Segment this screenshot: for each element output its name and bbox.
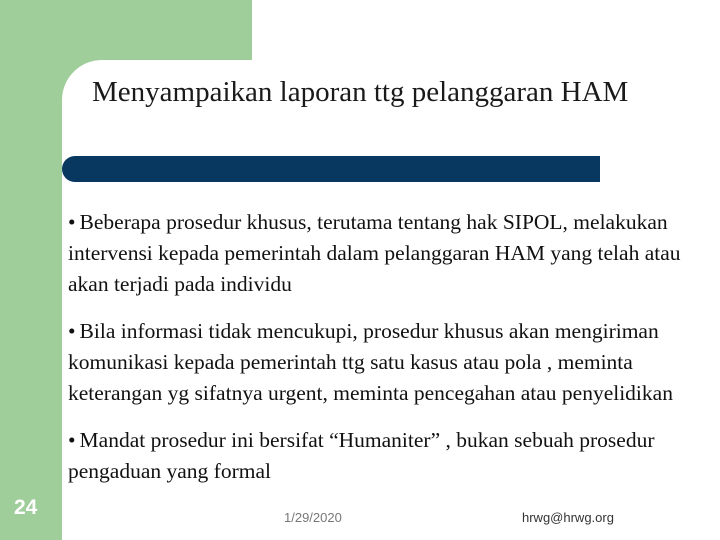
bullet-text: Mandat prosedur ini bersifat “Humaniter” , bukan sebuah prosedur pengaduan yang formal	[68, 428, 655, 483]
title-underline-bar	[62, 156, 600, 182]
bullet-text: Beberapa prosedur khusus, terutama tentang hak SIPOL, melakukan intervensi kepada pemerintah dalam pelanggaran HAM yang telah atau akan terjadi pada individu	[68, 210, 681, 296]
bullet-text: Bila informasi tidak mencukupi, prosedur khusus akan mengiriman komunikasi kepada pemerintah ttg satu kasus atau pola , meminta keterangan yg sifatnya urgent, meminta pencegahan atau penyelidikan	[68, 319, 673, 405]
bullet-icon: •	[68, 210, 76, 234]
slide-title: Menyampaikan laporan ttg pelanggaran HAM	[92, 76, 629, 108]
footer-email: hrwg@hrwg.org	[522, 510, 614, 525]
bullet-icon: •	[68, 319, 76, 343]
bullet-item	[68, 316, 698, 409]
slide-number: 24	[14, 496, 38, 519]
bullet-item	[68, 425, 698, 487]
slide-body	[68, 207, 698, 503]
footer-date: 1/29/2020	[284, 510, 342, 525]
bullet-item	[68, 207, 698, 300]
bullet-icon: •	[68, 428, 76, 452]
